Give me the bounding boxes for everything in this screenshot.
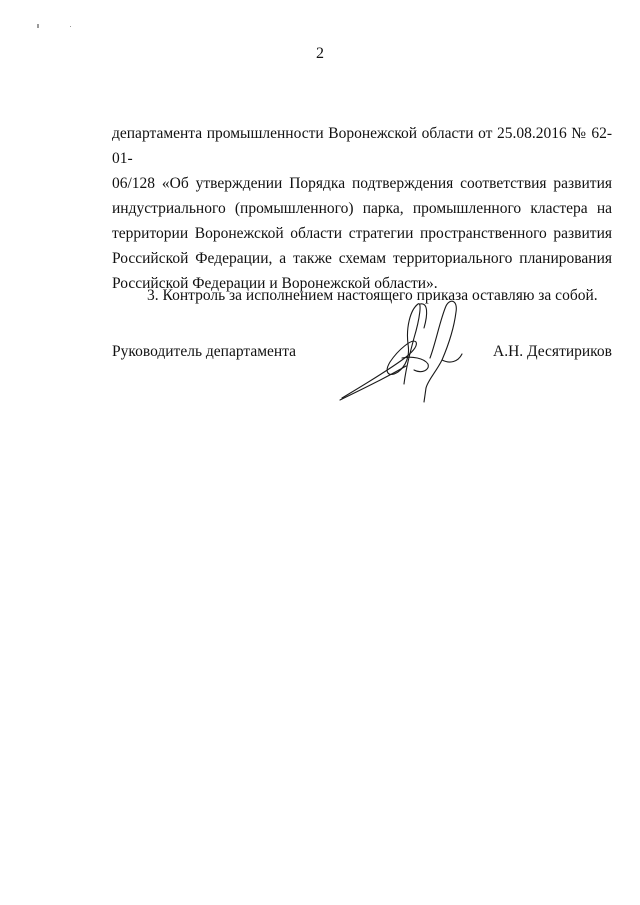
paragraph-line: Российской Федерации и Воронежской области». <box>112 275 438 292</box>
paragraph-line: департамента промышленности Воронежской области от 25.08.2016 № 62-01- <box>112 125 612 167</box>
paragraph-line: индустриального (промышленного) парка, промышленного кластера на <box>112 200 612 217</box>
signer-name: А.Н. Десятириков <box>493 343 612 360</box>
scan-artifact <box>70 26 71 27</box>
paragraph-line: Российской Федерации, а также схемам территориального планирования <box>112 250 612 267</box>
paragraph-line: 06/128 «Об утверждении Порядка подтверждения соответствия развития <box>112 175 612 192</box>
signer-position-title: Руководитель департамента <box>112 343 297 360</box>
paragraph-line: территории Воронежской области стратегии пространственного развития <box>112 225 612 242</box>
scan-artifact <box>37 24 39 28</box>
handwritten-signature <box>332 298 482 408</box>
body-paragraph <box>112 121 612 296</box>
page-number: 2 <box>316 45 324 62</box>
clause-3: 3. Контроль за исполнением настоящего приказа оставляю за собой. <box>147 287 598 304</box>
